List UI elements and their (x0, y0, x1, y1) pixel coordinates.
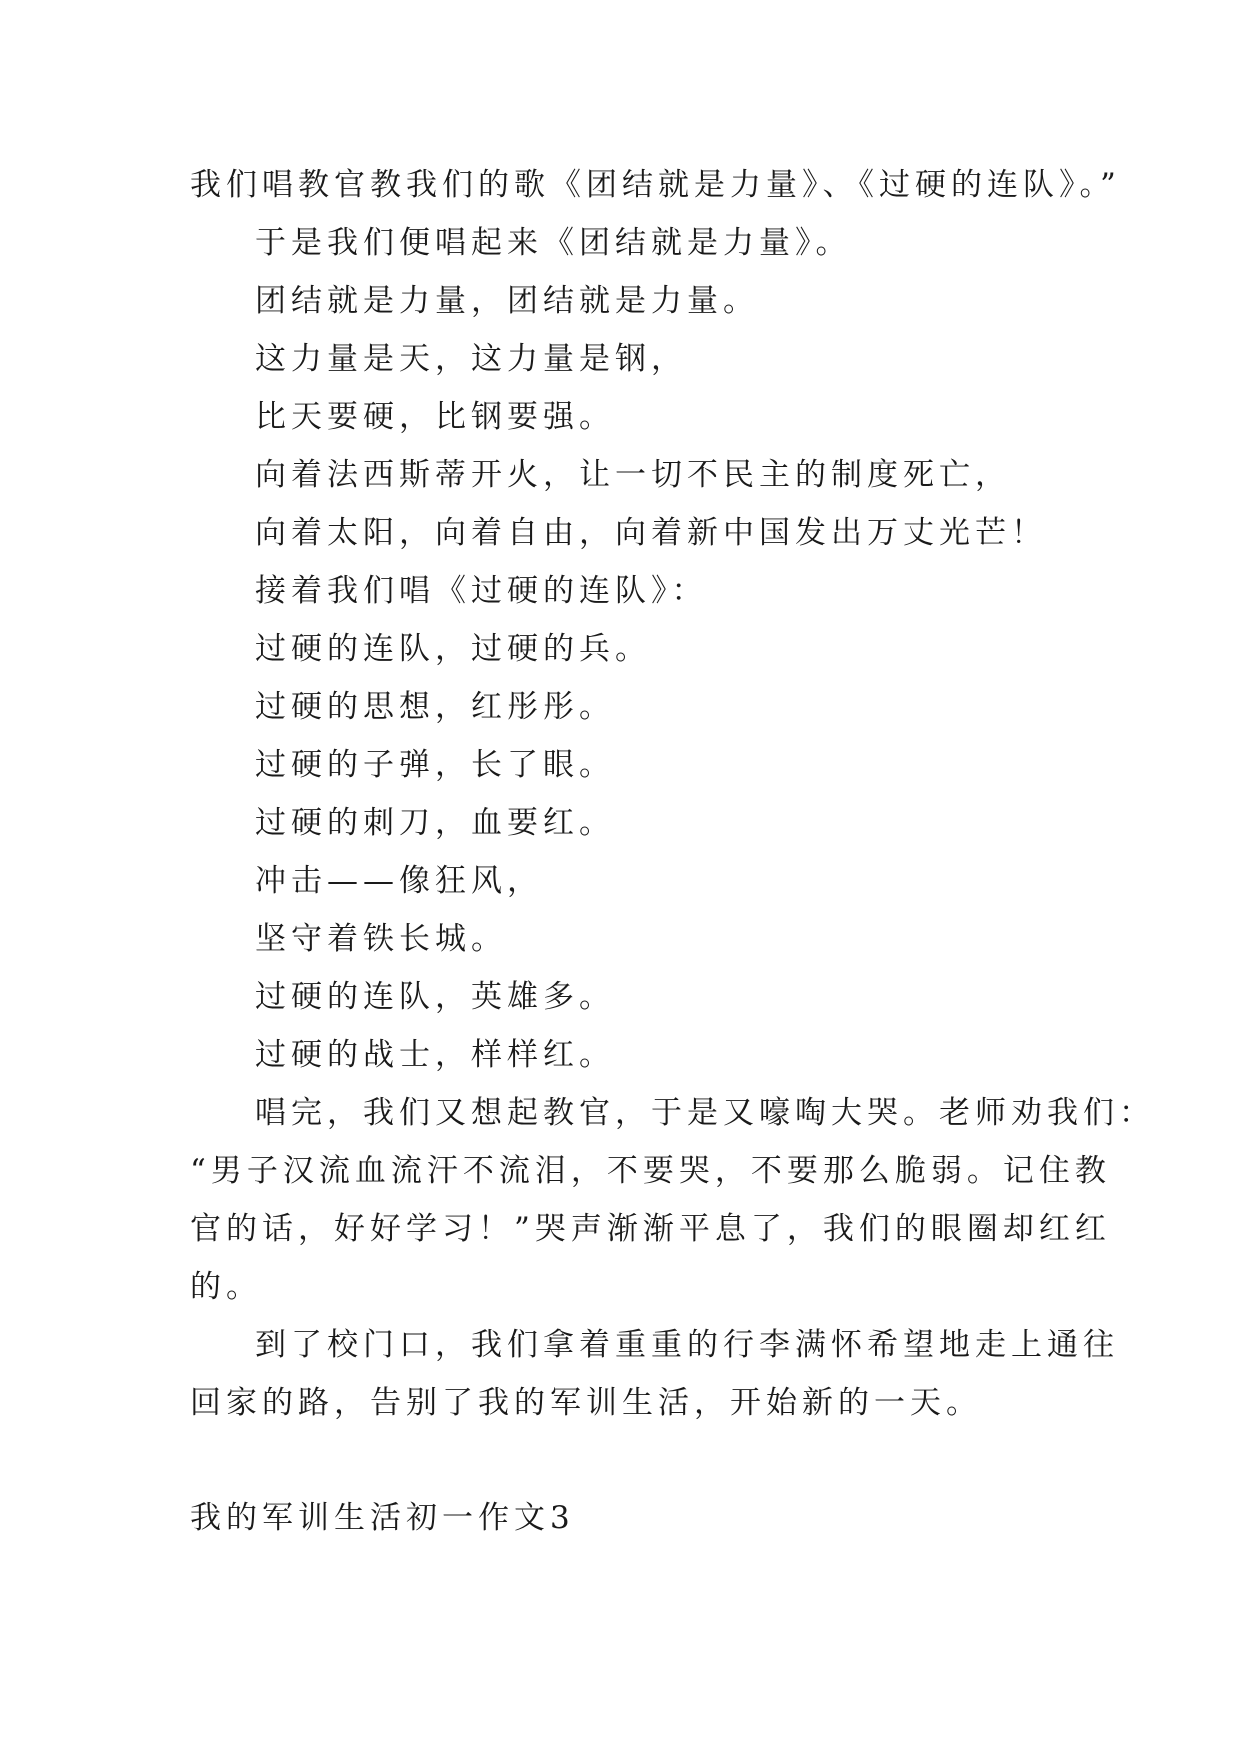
text-line: “男子汉流血流汗不流泪，不要哭，不要那么脆弱。记住教 (190, 1153, 1111, 1189)
text-line: 向着太阳，向着自由，向着新中国发出万丈光芒！ (255, 515, 1047, 551)
text-line: 过硬的刺刀，血要红。 (255, 805, 615, 841)
text-line: 官的话，好好学习！”哭声渐渐平息了，我们的眼圈却红红 (190, 1211, 1111, 1247)
text-line: 过硬的子弹，长了眼。 (255, 747, 615, 783)
text-line: 回家的路，告别了我的军训生活，开始新的一天。 (190, 1385, 982, 1421)
text-line: 这力量是天，这力量是钢， (255, 341, 687, 377)
text-line: 接着我们唱《过硬的连队》： (255, 573, 708, 609)
text-line: 我们唱教官教我们的歌《团结就是力量》、《过硬的连队》。” (190, 167, 1121, 203)
text-line: 团结就是力量，团结就是力量。 (255, 283, 759, 319)
text-line: 唱完，我们又想起教官，于是又嚎啕大哭。老师劝我们： (255, 1095, 1155, 1131)
text-line: 过硬的思想，红彤彤。 (255, 689, 615, 725)
text-line: 到了校门口，我们拿着重重的行李满怀希望地走上通往 (255, 1327, 1119, 1363)
text-line: 过硬的连队，英雄多。 (255, 979, 615, 1015)
text-line: 于是我们便唱起来《团结就是力量》。 (255, 225, 852, 261)
text-line: 的。 (190, 1269, 262, 1305)
text-line: 向着法西斯蒂开火，让一切不民主的制度死亡， (255, 457, 1011, 493)
text-line: 冲击——像狂风， (255, 863, 543, 899)
section-heading: 我的军训生活初一作文3 (190, 1500, 575, 1536)
text-line: 过硬的战士，样样红。 (255, 1037, 615, 1073)
text-line: 比天要硬，比钢要强。 (255, 399, 615, 435)
text-line: 坚守着铁长城。 (255, 921, 507, 957)
text-line: 过硬的连队，过硬的兵。 (255, 631, 651, 667)
